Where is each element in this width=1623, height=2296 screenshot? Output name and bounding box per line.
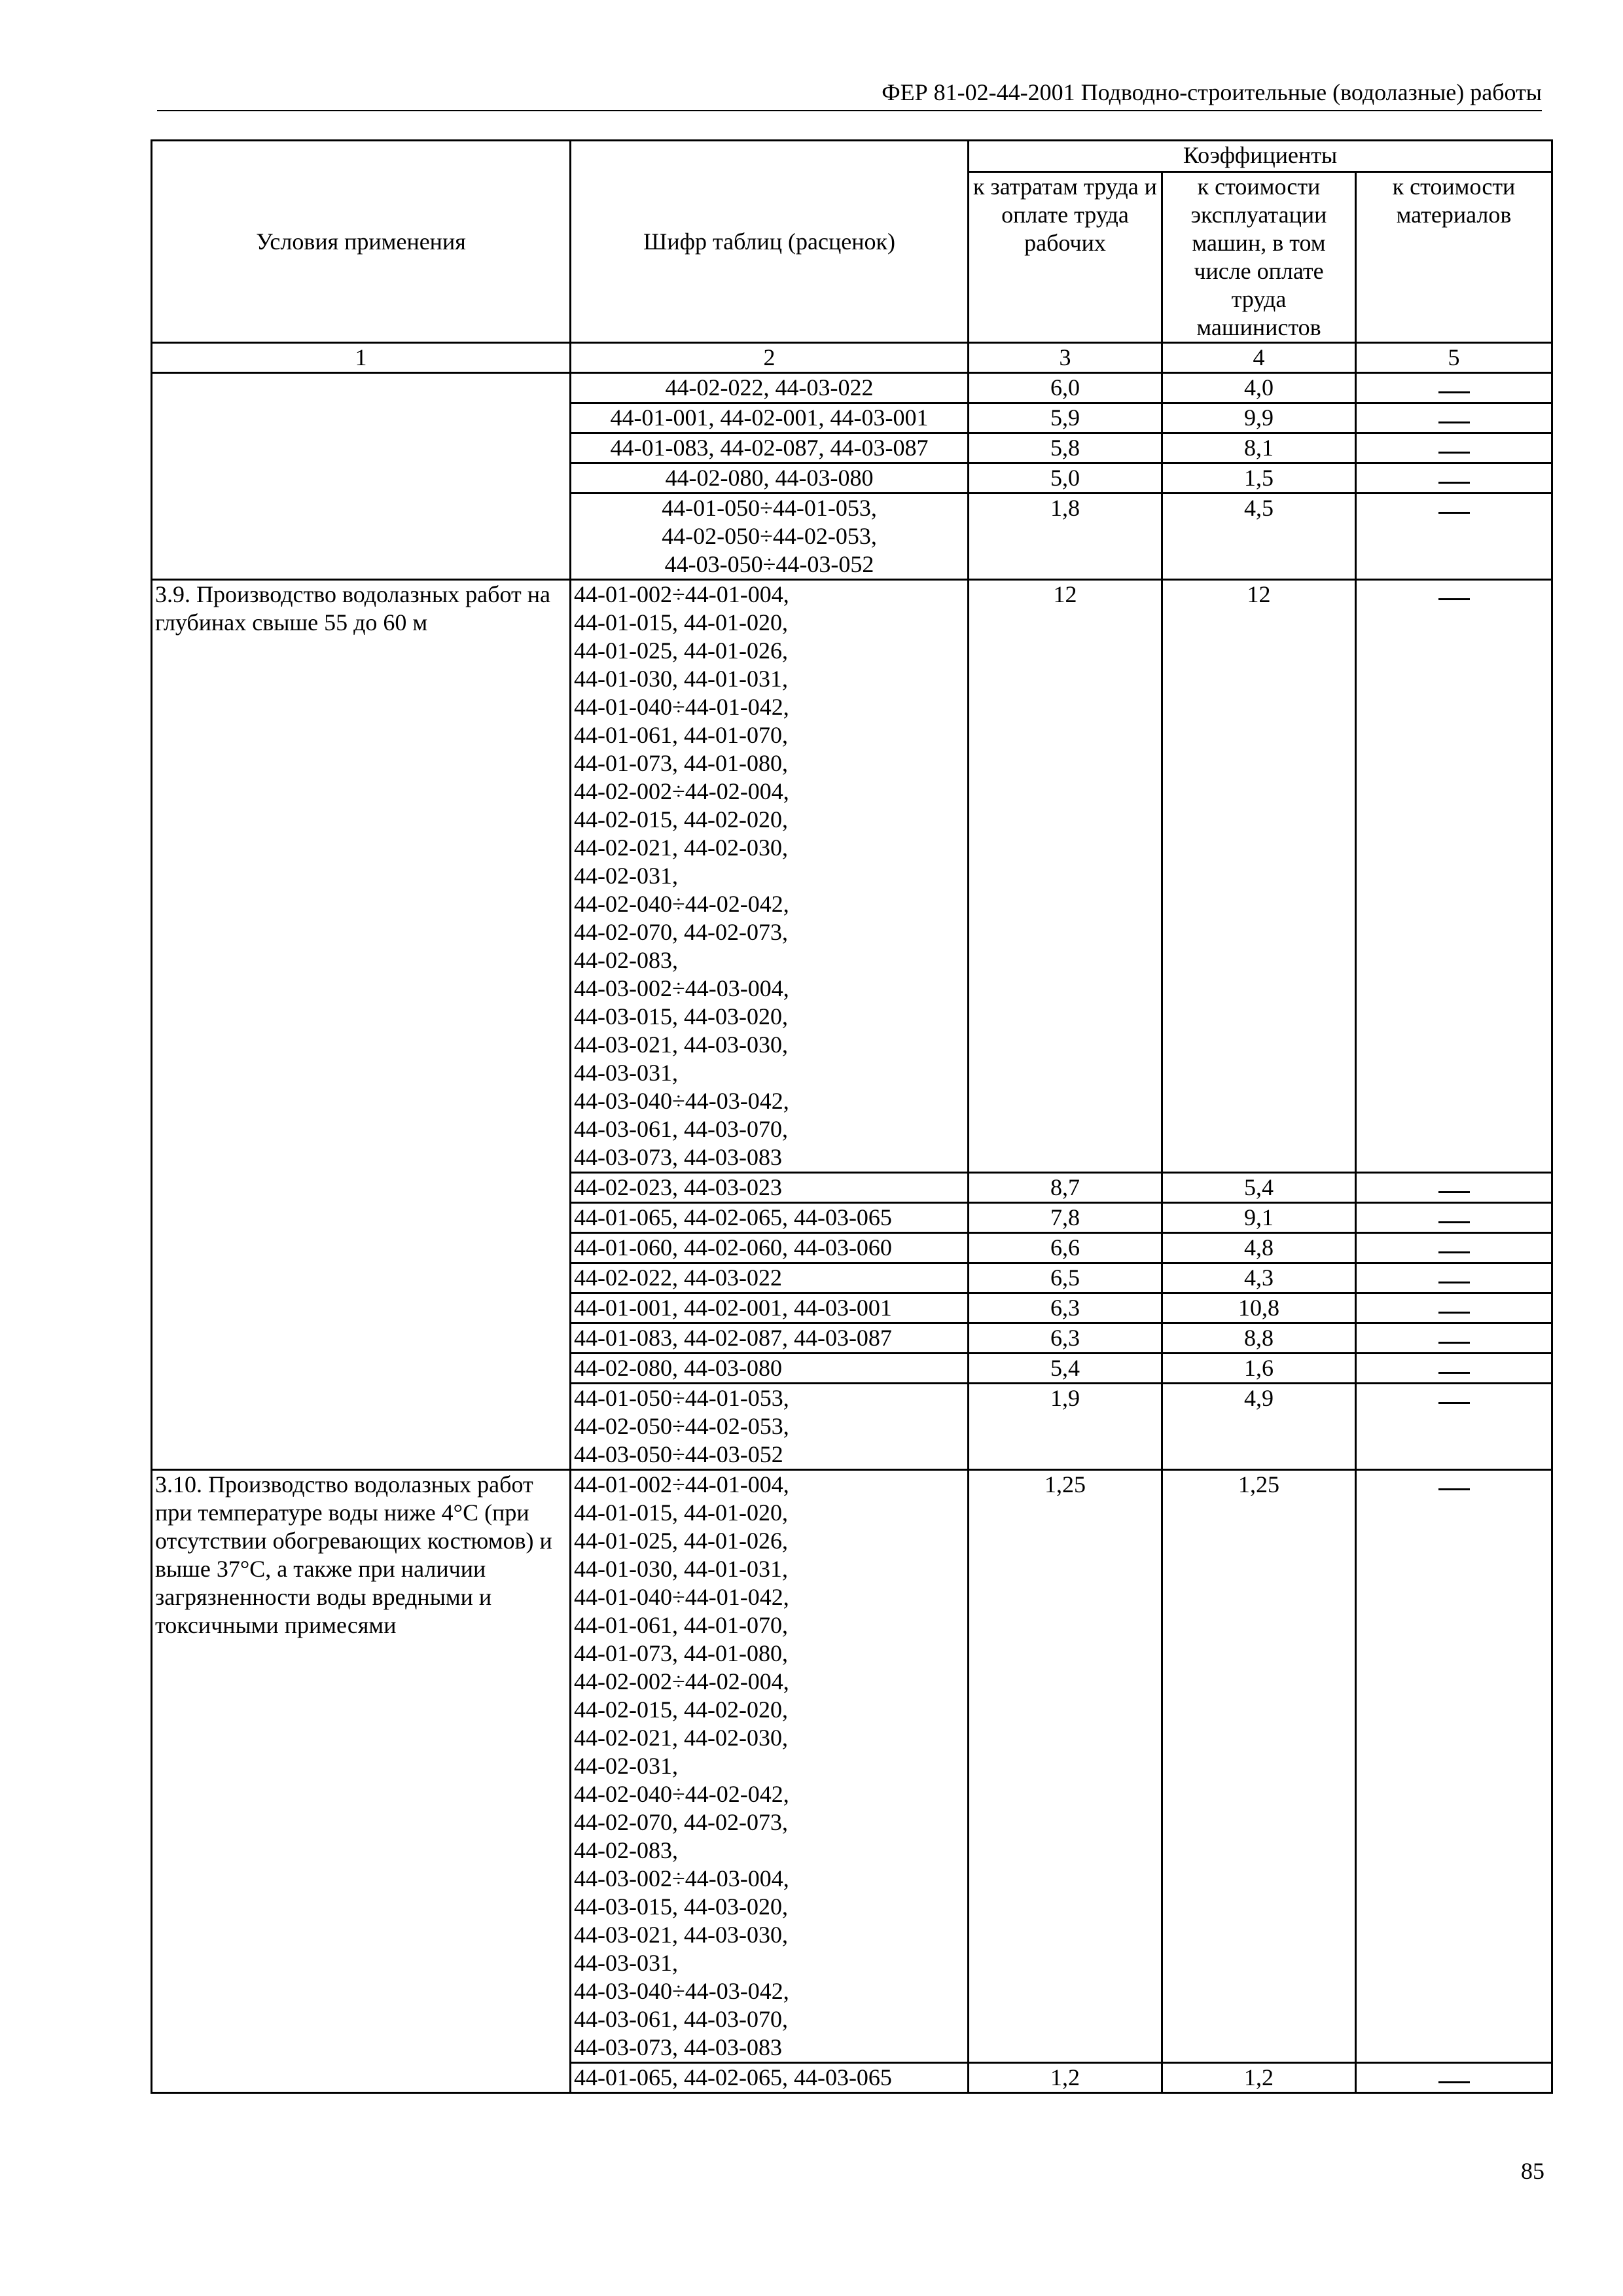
materials-coefficient-cell <box>1356 1263 1552 1293</box>
dash-mark <box>1438 1251 1470 1253</box>
code-cell: 44-02-080, 44-03-080 <box>571 1354 969 1384</box>
machines-coefficient-cell: 4,9 <box>1162 1384 1356 1470</box>
dash-mark <box>1438 1488 1470 1490</box>
dash-mark <box>1438 1342 1470 1344</box>
labor-coefficient-cell: 1,2 <box>969 2063 1162 2093</box>
code-cell: 44-01-065, 44-02-065, 44-03-065 <box>571 1203 969 1233</box>
machines-coefficient-cell: 5,4 <box>1162 1173 1356 1203</box>
labor-coefficient-cell: 6,5 <box>969 1263 1162 1293</box>
page-number: 85 <box>1521 2158 1544 2184</box>
dash-mark <box>1438 391 1470 393</box>
labor-coefficient-cell: 5,8 <box>969 433 1162 463</box>
labor-coefficient-cell: 5,4 <box>969 1354 1162 1384</box>
materials-coefficient-cell <box>1356 463 1552 493</box>
table-body <box>152 373 1552 2093</box>
machines-coefficient-cell: 1,2 <box>1162 2063 1356 2093</box>
document-title: ФЕР 81-02-44-2001 Подводно-строительные (водолазные) работы <box>882 79 1542 105</box>
machines-coefficient-cell: 12 <box>1162 580 1356 1173</box>
column-number: 3 <box>969 343 1162 373</box>
machines-coefficient-cell: 4,8 <box>1162 1233 1356 1263</box>
materials-coefficient-cell <box>1356 373 1552 403</box>
machines-coefficient-cell: 10,8 <box>1162 1293 1356 1323</box>
column-number: 1 <box>152 343 571 373</box>
header-code: Шифр таблиц (расценок) <box>571 141 969 343</box>
code-cell: 44-01-065, 44-02-065, 44-03-065 <box>571 2063 969 2093</box>
header-materials: к стоимости материалов <box>1356 172 1552 343</box>
code-cell: 44-01-001, 44-02-001, 44-03-001 <box>571 1293 969 1323</box>
machines-coefficient-cell: 1,25 <box>1162 1470 1356 2063</box>
code-cell: 44-01-050÷44-01-053, 44-02-050÷44-02-053, 44-03-050÷44-03-052 <box>571 1384 969 1470</box>
code-cell: 44-01-050÷44-01-053, 44-02-050÷44-02-053, 44-03-050÷44-03-052 <box>571 493 969 580</box>
coefficients-table <box>151 139 1553 2094</box>
labor-coefficient-cell: 6,3 <box>969 1293 1162 1323</box>
header-conditions: Условия применения <box>152 141 571 343</box>
labor-coefficient-cell: 1,8 <box>969 493 1162 580</box>
dash-mark <box>1438 1372 1470 1374</box>
materials-coefficient-cell <box>1356 433 1552 463</box>
materials-coefficient-cell <box>1356 493 1552 580</box>
dash-mark <box>1438 1402 1470 1404</box>
machines-coefficient-cell: 9,9 <box>1162 403 1356 433</box>
code-cell: 44-01-060, 44-02-060, 44-03-060 <box>571 1233 969 1263</box>
machines-coefficient-cell: 8,1 <box>1162 433 1356 463</box>
labor-coefficient-cell: 5,9 <box>969 403 1162 433</box>
materials-coefficient-cell <box>1356 580 1552 1173</box>
table-row <box>152 1470 1552 2063</box>
header-labor: к затратам труда и оплате труда рабочих <box>969 172 1162 343</box>
code-cell: 44-02-022, 44-03-022 <box>571 1263 969 1293</box>
materials-coefficient-cell <box>1356 2063 1552 2093</box>
materials-coefficient-cell <box>1356 403 1552 433</box>
condition-cell <box>152 373 571 580</box>
condition-cell: 3.10. Производство водолазных работ при температуре воды ниже 4°С (при отсутствии обогревающих костюмов) и выше 37°С, а также при наличии загрязненности воды вредными и токсичными примесями <box>152 1470 571 2093</box>
dash-mark <box>1438 2081 1470 2083</box>
dash-mark <box>1438 1312 1470 1314</box>
labor-coefficient-cell: 1,25 <box>969 1470 1162 2063</box>
materials-coefficient-cell <box>1356 1173 1552 1203</box>
header-coefficients: Коэффициенты <box>969 141 1552 172</box>
materials-coefficient-cell <box>1356 1203 1552 1233</box>
dash-mark <box>1438 1282 1470 1283</box>
dash-mark <box>1438 422 1470 423</box>
labor-coefficient-cell: 6,3 <box>969 1323 1162 1354</box>
dash-mark <box>1438 452 1470 454</box>
labor-coefficient-cell: 7,8 <box>969 1203 1162 1233</box>
code-cell: 44-01-002÷44-01-004, 44-01-015, 44-01-020, 44-01-025, 44-01-026, 44-01-030, 44-01-031, 44-01-040÷44-01-042, 44-01-061, 44-01-070, 44-01-073, 44-01-080, 44-02-002÷44-02-004, 44-02-015, 44-02-020, 44-02-021, 44-02-030, 44-02-031, 44-02-040÷44-02-042, 44-02-070, 44-02-073, 44-02-083, 44-03-002÷44-03-004, 44-03-015, 44-03-020, 44-03-021, 44-03-030, 44-03-031, 44-03-040÷44-03-042, 44-03-061, 44-03-070, 44-03-073, 44-03-083 <box>571 1470 969 2063</box>
machines-coefficient-cell: 8,8 <box>1162 1323 1356 1354</box>
materials-coefficient-cell <box>1356 1323 1552 1354</box>
dash-mark <box>1438 1191 1470 1193</box>
header-machines: к стоимости эксплуатации машин, в том числе оплате труда машинистов <box>1162 172 1356 343</box>
materials-coefficient-cell <box>1356 1470 1552 2063</box>
column-numbers-row <box>152 343 1552 373</box>
machines-coefficient-cell: 1,6 <box>1162 1354 1356 1384</box>
labor-coefficient-cell: 6,0 <box>969 373 1162 403</box>
table-row <box>152 580 1552 1173</box>
code-cell: 44-01-083, 44-02-087, 44-03-087 <box>571 1323 969 1354</box>
materials-coefficient-cell <box>1356 1384 1552 1470</box>
code-cell: 44-02-080, 44-03-080 <box>571 463 969 493</box>
condition-cell: 3.9. Производство водолазных работ на глубинах свыше 55 до 60 м <box>152 580 571 1470</box>
materials-coefficient-cell <box>1356 1354 1552 1384</box>
code-cell: 44-02-023, 44-03-023 <box>571 1173 969 1203</box>
code-cell: 44-02-022, 44-03-022 <box>571 373 969 403</box>
running-header <box>157 77 1542 111</box>
machines-coefficient-cell: 4,3 <box>1162 1263 1356 1293</box>
labor-coefficient-cell: 5,0 <box>969 463 1162 493</box>
labor-coefficient-cell: 12 <box>969 580 1162 1173</box>
code-cell: 44-01-001, 44-02-001, 44-03-001 <box>571 403 969 433</box>
column-number: 5 <box>1356 343 1552 373</box>
labor-coefficient-cell: 8,7 <box>969 1173 1162 1203</box>
code-cell: 44-01-002÷44-01-004, 44-01-015, 44-01-020, 44-01-025, 44-01-026, 44-01-030, 44-01-031, 44-01-040÷44-01-042, 44-01-061, 44-01-070, 44-01-073, 44-01-080, 44-02-002÷44-02-004, 44-02-015, 44-02-020, 44-02-021, 44-02-030, 44-02-031, 44-02-040÷44-02-042, 44-02-070, 44-02-073, 44-02-083, 44-03-002÷44-03-004, 44-03-015, 44-03-020, 44-03-021, 44-03-030, 44-03-031, 44-03-040÷44-03-042, 44-03-061, 44-03-070, 44-03-073, 44-03-083 <box>571 580 969 1173</box>
code-cell: 44-01-083, 44-02-087, 44-03-087 <box>571 433 969 463</box>
labor-coefficient-cell: 6,6 <box>969 1233 1162 1263</box>
dash-mark <box>1438 482 1470 484</box>
table-row <box>152 373 1552 403</box>
dash-mark <box>1438 1221 1470 1223</box>
machines-coefficient-cell: 1,5 <box>1162 463 1356 493</box>
column-number: 2 <box>571 343 969 373</box>
materials-coefficient-cell <box>1356 1233 1552 1263</box>
dash-mark <box>1438 512 1470 514</box>
materials-coefficient-cell <box>1356 1293 1552 1323</box>
machines-coefficient-cell: 4,5 <box>1162 493 1356 580</box>
machines-coefficient-cell: 4,0 <box>1162 373 1356 403</box>
machines-coefficient-cell: 9,1 <box>1162 1203 1356 1233</box>
column-number: 4 <box>1162 343 1356 373</box>
dash-mark <box>1438 598 1470 600</box>
labor-coefficient-cell: 1,9 <box>969 1384 1162 1470</box>
